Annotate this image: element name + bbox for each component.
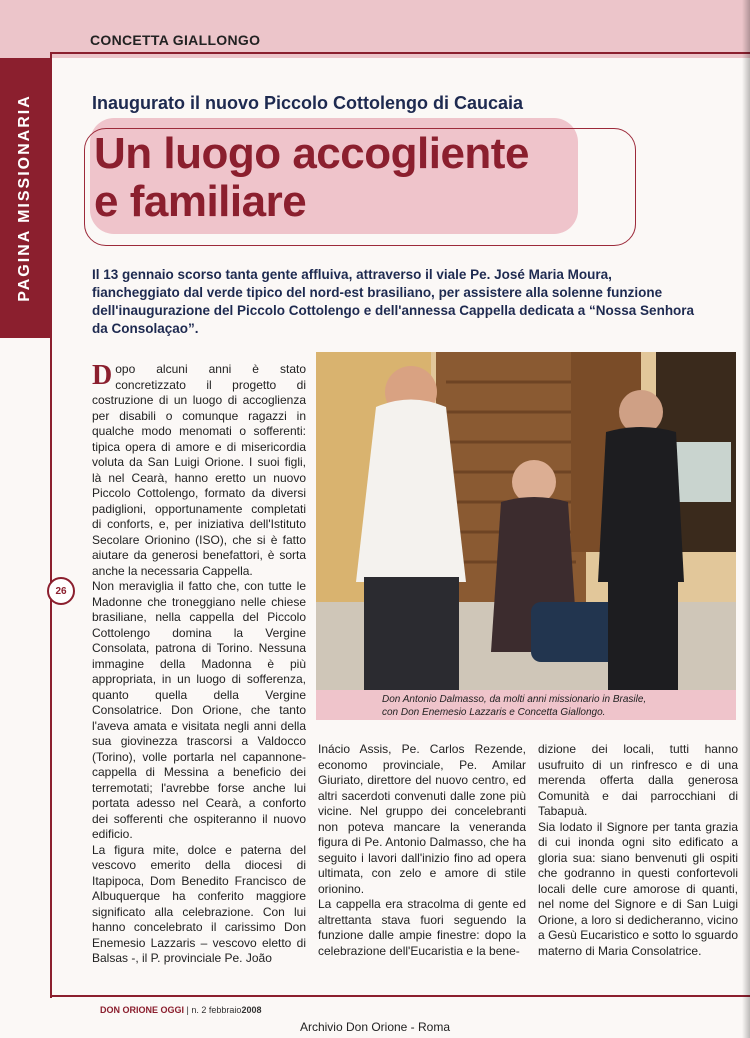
footer-separator: |: [186, 1005, 189, 1015]
title-line-2: e familiare: [94, 177, 307, 226]
issue-label: n. 2 febbraio: [191, 1005, 242, 1015]
page-edge-shadow: [742, 0, 750, 1038]
caption-line-2: con Don Enemesio Lazzaris e Concetta Giallongo.: [382, 707, 606, 718]
footer: [100, 1005, 261, 1015]
paragraph: [92, 362, 306, 579]
section-label: [0, 58, 50, 338]
paragraph: La figura mite, dolce e paterna del vescovo emerito della diocesi di Itapipoca, Dom Benedito Francisco de Albuquerque ha conferito maggiore significato alla celebrazione. Con lui hanno concelebrato il carissimo Don Enemesio Lazzaris – vescovo eletto di Balsas -, il P. provinciale Pe. João: [92, 842, 306, 965]
photo: [316, 352, 736, 692]
frame-rule-left: [50, 54, 52, 998]
footer-rule: [52, 995, 750, 997]
drop-cap: D: [92, 360, 113, 391]
page-number: 26: [47, 577, 75, 605]
paragraph: La cappella era stracolma di gente ed altrettanta stava fuori seguendo la funzione dalle ampie finestre: dopo la celebrazione dell'Eucaristia e la bene-: [318, 897, 526, 958]
photo-illustration: [316, 352, 736, 692]
article-kicker: Inaugurato il nuovo Piccolo Cottolengo di Caucaia: [92, 93, 524, 113]
paragraph: dizione dei locali, tutti hanno usufruito di un rinfresco e di una merenda offerta dalla generosa Comunità e dai parrocchiani di Tabapuà.: [538, 742, 738, 818]
photo-caption: [316, 690, 736, 720]
column-3: [538, 742, 738, 959]
article-title: [94, 130, 614, 226]
paragraph: Non meraviglia il fatto che, con tutte le Madonne che troneggiano nelle chiese brasiliane, nella cappella del Piccolo Cottolengo domina la Vergine Consolata, patrona di Torino. Nessuna immagine della Madonna è più appropriata, in un luogo di sofferenza, quanto quella della Vergine Consolatrice. Don Orione, che tanto l'aveva amata e visitata negli anni della sua giovinezza trascorsi a Valdocco (Torino), volle portarla nel capannone-cappella di Messina a beneficio dei terremotati; l'avrebbe forse anche lui portata adesso nel Cearà, a conforto dei sofferenti che ospiteranno il nuovo edificio.: [92, 579, 306, 841]
paragraph-text: opo alcuni anni è stato concretizzato il progetto di costruzione di un luogo di accoglienza per disabili o comunque ragazzi in qualche modo menomati o sofferenti: tipica opera di amore e di misericordia voluta da San Luigi Orione. I suoi figli, là nel Cearà, hanno eretto un nuovo Piccolo Cottolengo, formato da diversi padiglioni, opportunamente completati di conforts, e, per iniziativa dell'Istituto Secolare Orionino (ISO), che si è fatto aiutare da generosi benefattori, è sorta anche la necessaria Cappella.: [92, 362, 306, 578]
paragraph: Inácio Assis, Pe. Carlos Rezende, economo provinciale, Pe. Amilar Giuriato, direttore del nuovo centro, ed altri sacerdoti convenuti dalle zone più vicine. Nel gruppo dei concelebranti non poteva mancare la veneranda figura di Pe. Antonio Dalmasso, che ha seguito i lavori dall'inizio fino ad opera ultimata, con zelo e amore di stile orionino.: [318, 742, 526, 896]
header-band: [0, 0, 750, 58]
magazine-name: DON ORIONE OGGI: [100, 1005, 185, 1015]
author-name: CONCETTA GIALLONGO: [90, 32, 261, 48]
header-rule: [50, 52, 750, 54]
caption-line-1: Don Antonio Dalmasso, da molti anni missionario in Brasile,: [382, 694, 647, 705]
title-line-1: Un luogo accogliente: [94, 129, 529, 178]
archive-credit: Archivio Don Orione - Roma: [299, 1020, 451, 1034]
column-1: [92, 362, 306, 967]
issue-year: 2008: [241, 1005, 262, 1015]
section-label-text: PAGINA MISSIONARIA: [16, 94, 33, 302]
article-lead: Il 13 gennaio scorso tanta gente affluiva, attraverso il viale Pe. José Maria Moura, fiancheggiato dal verde tipico del nord-est brasiliano, per assistere alla solenne funzione dell'inaugurazione del Piccolo Cottolengo e dell'annessa Cappella dedicata a “Nossa Senhora da Consolaçao”.: [92, 267, 695, 336]
column-2: [318, 742, 526, 959]
paragraph: Sia lodato il Signore per tanta grazia di cui inonda ogni sito edificato a gloria sua: siano benvenuti gli ospiti che godranno in questi confortevoli locali delle cure amorose di quanti, nel nome del Signore e di San Luigi Orione, a loro si dedicheranno, vicino a Gesù Eucaristico e sotto lo sguardo materno di Maria Consolatrice.: [538, 819, 738, 958]
